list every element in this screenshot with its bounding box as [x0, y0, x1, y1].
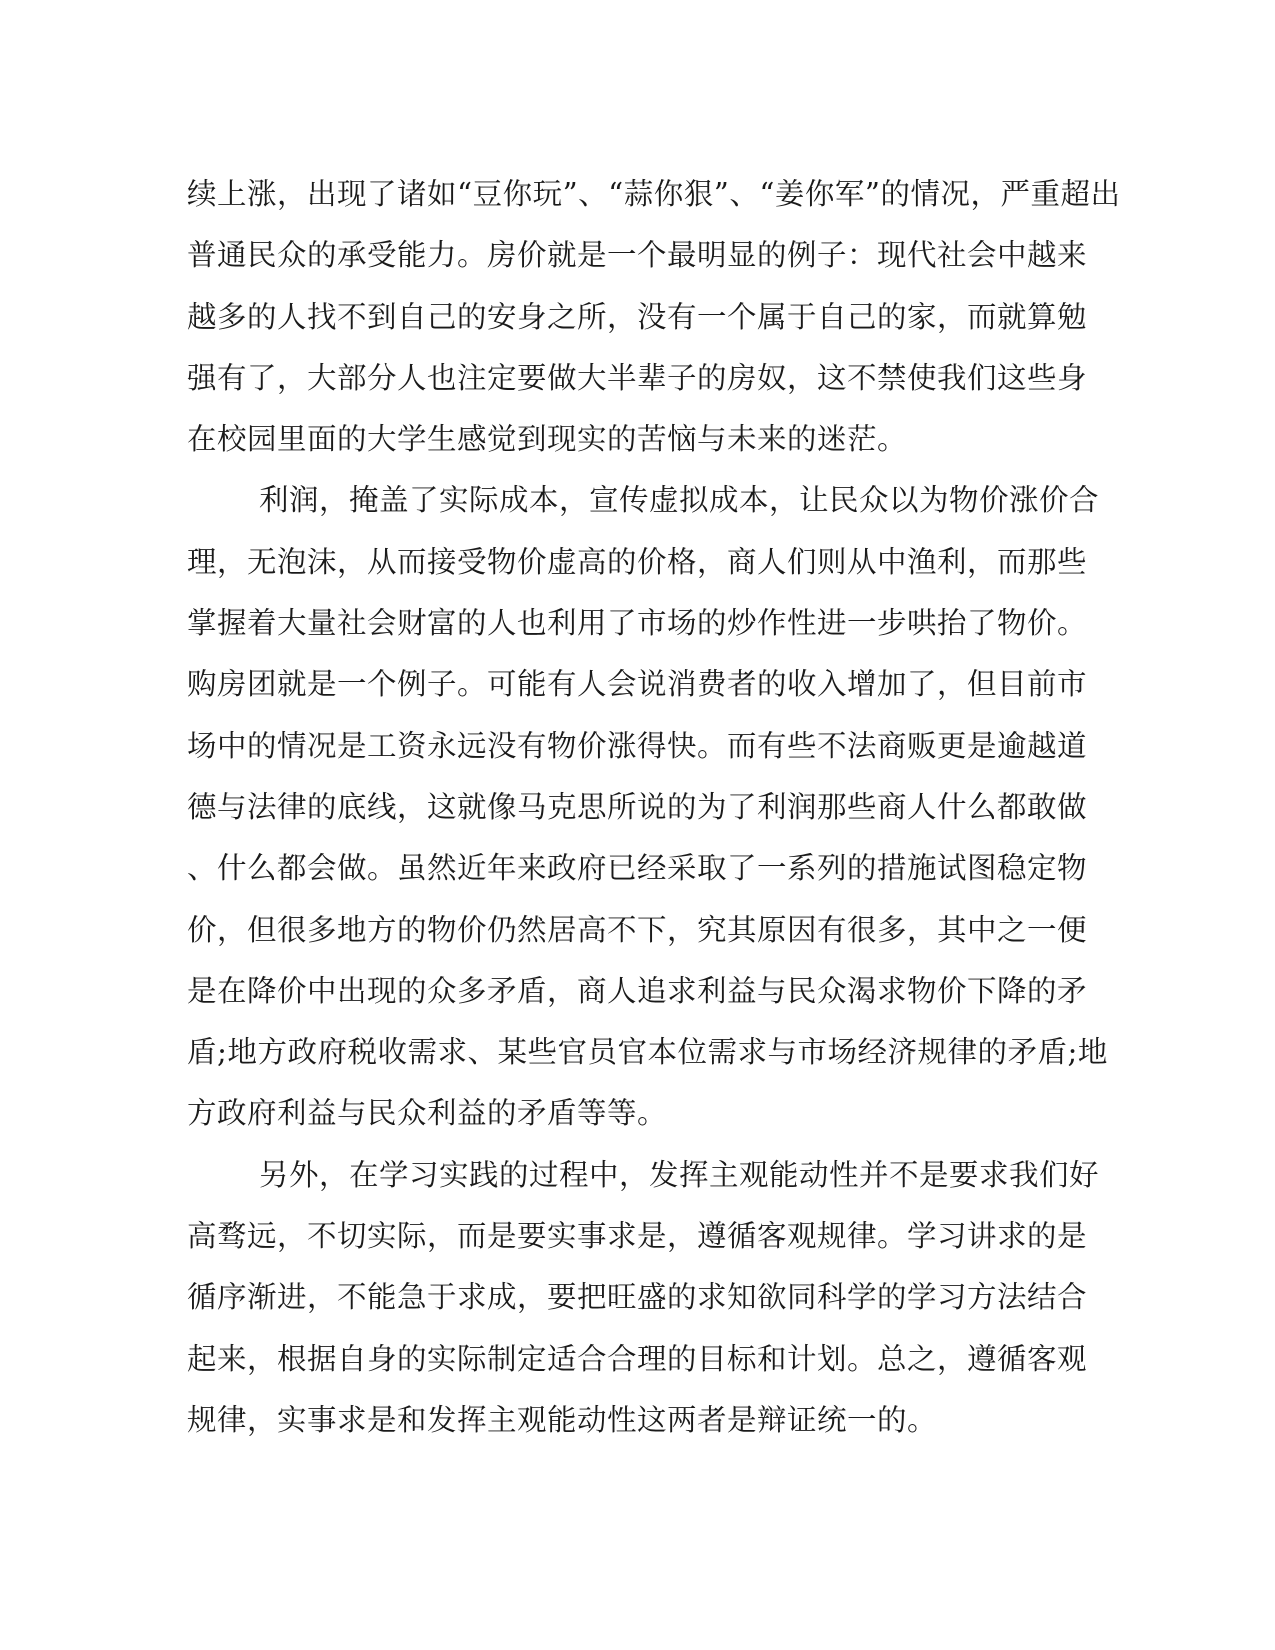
paragraph-2-line-10: 盾;地方政府税收需求、某些官员官本位需求与市场经济规律的矛盾;地	[187, 1035, 1108, 1070]
paragraph-3-line-3: 循序渐进，不能急于求成，要把旺盛的求知欲同科学的学习方法结合	[187, 1280, 1088, 1315]
paragraph-2-line-8: 价，但很多地方的物价仍然居高不下，究其原因有很多，其中之一便	[187, 912, 1088, 947]
paragraph-1-line-1: 续上涨，出现了诸如“豆你玩”、“蒜你狠”、“姜你军”的情况，严重超出	[187, 177, 1121, 211]
paragraph-2-line-3: 掌握着大量社会财富的人也利用了市场的炒作性进一步哄抬了物价。	[187, 606, 1088, 641]
paragraph-3-line-1: 另外，在学习实践的过程中，发挥主观能动性并不是要求我们好	[259, 1157, 1100, 1192]
paragraph-2-line-7: 、什么都会做。虽然近年来政府已经采取了一系列的措施试图稳定物	[187, 851, 1088, 886]
paragraph-1-line-2: 普通民众的承受能力。房价就是一个最明显的例子：现代社会中越来	[187, 238, 1088, 273]
paragraph-3-line-4: 起来，根据自身的实际制定适合合理的目标和计划。总之，遵循客观	[187, 1341, 1088, 1376]
paragraph-2-line-1: 利润，掩盖了实际成本，宣传虚拟成本，让民众以为物价涨价合	[259, 483, 1100, 518]
paragraph-2-line-11: 方政府利益与民众利益的矛盾等等。	[187, 1096, 668, 1131]
paragraph-2-line-9: 是在降价中出现的众多矛盾，商人追求利益与民众渴求物价下降的矛	[187, 973, 1088, 1008]
paragraph-1-line-5: 在校园里面的大学生感觉到现实的苦恼与未来的迷茫。	[187, 422, 908, 457]
paragraph-3-line-2: 高骛远，不切实际，而是要实事求是，遵循客观规律。学习讲求的是	[187, 1219, 1088, 1254]
body-text	[187, 164, 1121, 1451]
paragraph-1-line-4: 强有了，大部分人也注定要做大半辈子的房奴，这不禁使我们这些身	[187, 360, 1088, 395]
paragraph-2-line-4: 购房团就是一个例子。可能有人会说消费者的收入增加了，但目前市	[187, 667, 1088, 702]
paragraph-2-line-2: 理，无泡沫，从而接受物价虚高的价格，商人们则从中渔利，而那些	[187, 544, 1088, 579]
paragraph-3-line-5: 规律，实事求是和发挥主观能动性这两者是辩证统一的。	[187, 1402, 938, 1437]
paragraph-2-line-5: 场中的情况是工资永远没有物价涨得快。而有些不法商贩更是逾越道	[187, 728, 1088, 763]
paragraph-1-line-3: 越多的人找不到自己的安身之所，没有一个属于自己的家，而就算勉	[187, 299, 1088, 334]
paragraph-2-line-6: 德与法律的底线，这就像马克思所说的为了利润那些商人什么都敢做	[187, 789, 1088, 824]
